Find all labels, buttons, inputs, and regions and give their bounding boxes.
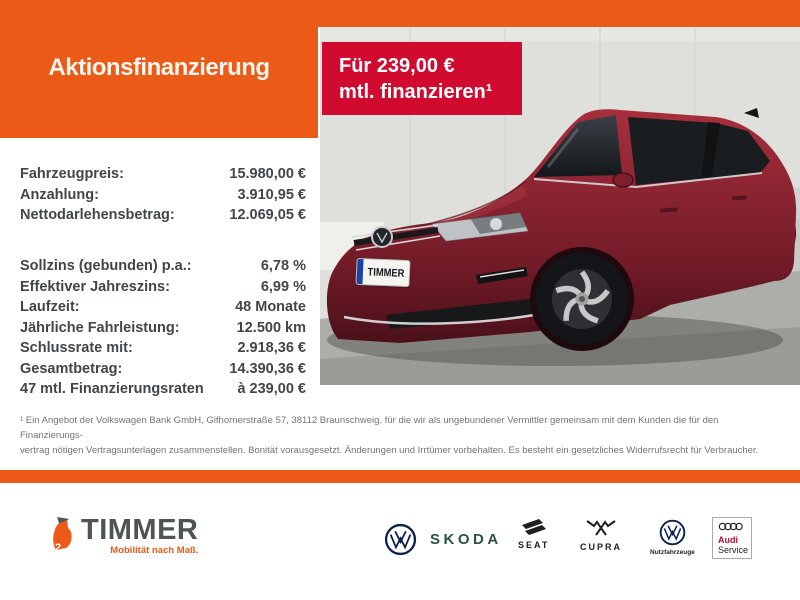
row-value: 14.390,36 € [229, 360, 306, 377]
row-label: Gesamtbetrag: [20, 360, 123, 377]
row-value: 15.980,00 € [229, 166, 306, 183]
audi-service-logo [712, 517, 752, 559]
skoda-logo [430, 531, 502, 548]
row-value: 12.500 km [236, 319, 306, 336]
dealer-wordmark [81, 516, 198, 556]
volkswagen-logo-icon [384, 523, 417, 561]
vw-nutzfahrzeuge-icon [659, 519, 686, 546]
row-label: Schlussrate mit: [20, 340, 133, 357]
cupra-wordmark: CUPRA [580, 542, 623, 552]
row-label: Nettodarlehensbetrag: [20, 207, 175, 224]
timmer-logo-icon [48, 516, 78, 554]
row-label: Jährliche Fahrleistung: [20, 319, 180, 336]
table-row [20, 185, 306, 206]
offer-badge [322, 42, 522, 115]
disclaimer-text [20, 413, 782, 458]
page-title: Aktionsfinanzierung [48, 54, 270, 81]
row-value: 48 Monate [235, 299, 306, 316]
table-row [20, 318, 306, 339]
vw-nutzfahrzeuge-logo [650, 519, 695, 556]
audi-label: Audi [718, 535, 738, 545]
row-value: 2.918,36 € [237, 340, 306, 357]
orange-divider-bar [0, 470, 800, 483]
audi-rings-icon [718, 522, 744, 531]
offer-finance-line: mtl. finanzieren¹ [339, 81, 493, 103]
table-row [20, 164, 306, 185]
dealer-name: TIMMER [81, 514, 199, 546]
table-row [20, 338, 306, 359]
skoda-wordmark: SKODA [430, 531, 502, 548]
row-label: Laufzeit: [20, 299, 80, 316]
dealer-tagline: Mobilität nach Maß. [110, 545, 199, 556]
financing-table-price [20, 164, 306, 226]
disclaimer-line-1: ¹ Ein Angebot der Volkswagen Bank GmbH, Gifhornerstraße 57, 38112 Braunschweig, für die wir als ungebundener Vermittler gemeinsam mit dem Kunden die für den Finanzierungs- [20, 415, 719, 441]
row-value: 12.069,05 € [229, 207, 306, 224]
row-label: Fahrzeugpreis: [20, 166, 124, 183]
license-plate-text: TIMMER [367, 265, 405, 280]
row-label: Anzahlung: [20, 186, 99, 203]
footer [0, 483, 800, 600]
financing-table-conditions [20, 256, 306, 400]
cupra-logo-icon [584, 518, 618, 538]
table-row [20, 277, 306, 298]
row-label: Sollzins (gebunden) p.a.: [20, 258, 192, 275]
license-plate [355, 258, 410, 287]
seat-logo [518, 518, 549, 550]
table-row [20, 297, 306, 318]
svg-text:2: 2 [55, 542, 62, 554]
nutzfahrzeuge-label: Nutzfahrzeuge [650, 549, 695, 556]
offer-price-line: Für 239,00 € [339, 55, 455, 77]
table-row [20, 256, 306, 277]
cupra-logo [580, 518, 622, 552]
table-row [20, 359, 306, 380]
table-row [20, 205, 306, 226]
headline-block [0, 0, 318, 138]
eu-band [356, 259, 363, 284]
seat-wordmark: SEAT [518, 540, 550, 550]
row-value: 6,99 % [260, 278, 306, 295]
row-value: à 239,00 € [237, 381, 306, 398]
disclaimer-line-2: vertrag nötigen Vertragsunterlagen zusammenstellen. Bonität vorausgesetzt. Änderungen und Irrtümer vorbehalten. Es besteht ein gesetzliches Widerrufsrecht für Verbraucher. [20, 445, 759, 456]
row-value: 3.910,95 € [237, 186, 306, 203]
table-row [20, 379, 306, 400]
service-label: Service [718, 545, 749, 555]
row-value: 6,78 % [260, 258, 306, 275]
row-label: Effektiver Jahreszins: [20, 278, 170, 295]
row-label: 47 mtl. Finanzierungsraten [20, 381, 204, 398]
dealer-logo [48, 516, 198, 556]
seat-logo-icon [520, 518, 548, 536]
